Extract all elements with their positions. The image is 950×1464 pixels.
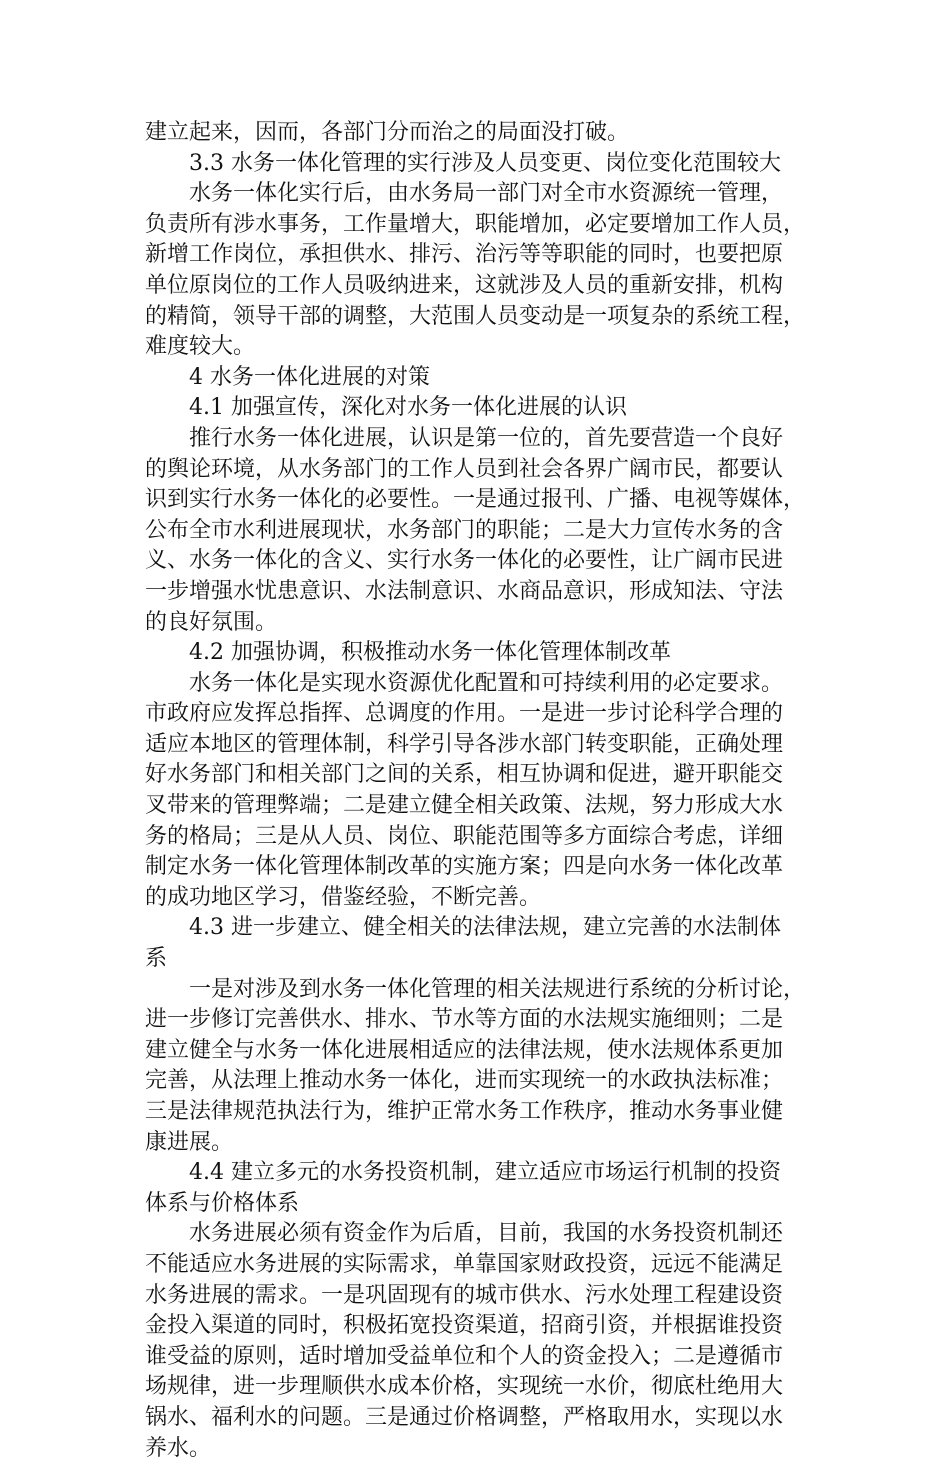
text-line: 义、水务一体化的含义、实行水务一体化的必要性，让广阔市民进: [145, 548, 784, 574]
text-line: 水务进展的需求。一是巩固现有的城市供水、污水处理工程建设资: [145, 1282, 784, 1308]
text-line: 难度较大。: [145, 334, 256, 360]
text-line: 的舆论环境，从水务部门的工作人员到社会各界广阔市民，都要认: [145, 456, 784, 482]
text-line: 建立健全与水务一体化进展相适应的法律法规，使水法规体系更加: [145, 1037, 784, 1063]
text-line: 4 水务一体化进展的对策: [189, 364, 430, 390]
text-line: 场规律，进一步理顺供水成本价格，实现统一水价，彻底杜绝用大: [145, 1374, 784, 1400]
text-line: 4.1 加强宣传，深化对水务一体化进展的认识: [189, 395, 627, 421]
text-line: 4.2 加强协调，积极推动水务一体化管理体制改革: [189, 640, 671, 666]
text-line: 水务进展必须有资金作为后盾，目前，我国的水务投资机制还: [189, 1221, 784, 1247]
text-line: 新增工作岗位，承担供水、排污、治污等等职能的同时，也要把原: [145, 242, 784, 268]
text-line: 康进展。: [145, 1129, 234, 1155]
text-line: 适应本地区的管理体制，科学引导各涉水部门转变职能，正确处理: [145, 731, 784, 757]
text-line: 务的格局；三是从人员、岗位、职能范围等多方面综合考虑，详细: [145, 823, 784, 849]
text-line: 公布全市水利进展现状，水务部门的职能；二是大力宣传水务的含: [145, 517, 784, 543]
text-line: 的成功地区学习，借鉴经验，不断完善。: [145, 884, 542, 910]
text-line: 的精简，领导干部的调整，大范围人员变动是一项复杂的系统工程，: [145, 303, 806, 329]
document-body: [145, 118, 815, 1464]
text-line: 单位原岗位的工作人员吸纳进来，这就涉及人员的重新安排，机构: [145, 272, 784, 298]
text-line: 的良好氛围。: [145, 609, 278, 635]
text-line: 不能适应水务进展的实际需求，单靠国家财政投资，远远不能满足: [145, 1251, 784, 1277]
text-line: 三是法律规范执法行为，维护正常水务工作秩序，推动水务事业健: [145, 1099, 784, 1124]
text-line: 体系与价格体系: [145, 1190, 300, 1216]
text-line: 制定水务一体化管理体制改革的实施方案；四是向水务一体化改革: [145, 854, 784, 880]
text-line: 金投入渠道的同时，积极拓宽投资渠道，招商引资，并根据谁投资: [145, 1313, 784, 1339]
text-line: 养水。: [145, 1435, 212, 1461]
text-line: 4.4 建立多元的水务投资机制，建立适应市场运行机制的投资: [189, 1160, 781, 1186]
text-line: 建立起来，因而，各部门分而治之的局面没打破。: [145, 120, 630, 145]
text-line: 系: [145, 946, 168, 972]
text-line: 3.3 水务一体化管理的实行涉及人员变更、岗位变化范围较大: [189, 150, 781, 176]
text-line: 市政府应发挥总指挥、总调度的作用。一是进一步讨论科学合理的: [145, 701, 784, 727]
text-line: 4.3 进一步建立、健全相关的法律法规，建立完善的水法制体: [189, 915, 781, 941]
text-line: 好水务部门和相关部门之间的关系，相互协调和促进，避开职能交: [145, 762, 784, 788]
text-line: 负责所有涉水事务，工作量增大，职能增加，必定要增加工作人员，: [145, 211, 806, 237]
text-line: 锅水、福利水的问题。三是通过价格调整，严格取用水，实现以水: [145, 1404, 784, 1430]
text-line: 一是对涉及到水务一体化管理的相关法规进行系统的分析讨论，: [189, 976, 806, 1002]
text-line: 完善，从法理上推动水务一体化，进而实现统一的水政执法标准；: [145, 1068, 784, 1094]
text-line: 识到实行水务一体化的必要性。一是通过报刊、广播、电视等媒体，: [145, 487, 806, 513]
text-line: 进一步修订完善供水、排水、节水等方面的水法规实施细则；二是: [145, 1007, 784, 1033]
text-line: 一步增强水忧患意识、水法制意识、水商品意识，形成知法、守法: [145, 578, 784, 604]
text-line: 水务一体化实行后，由水务局一部门对全市水资源统一管理，: [189, 181, 784, 207]
text-line: 水务一体化是实现水资源优化配置和可持续利用的必定要求。: [189, 670, 784, 696]
text-line: 谁受益的原则，适时增加受益单位和个人的资金投入；二是遵循市: [145, 1343, 784, 1369]
text-line: 叉带来的管理弊端；二是建立健全相关政策、法规，努力形成大水: [145, 793, 784, 819]
text-line: 推行水务一体化进展，认识是第一位的，首先要营造一个良好: [189, 425, 784, 451]
